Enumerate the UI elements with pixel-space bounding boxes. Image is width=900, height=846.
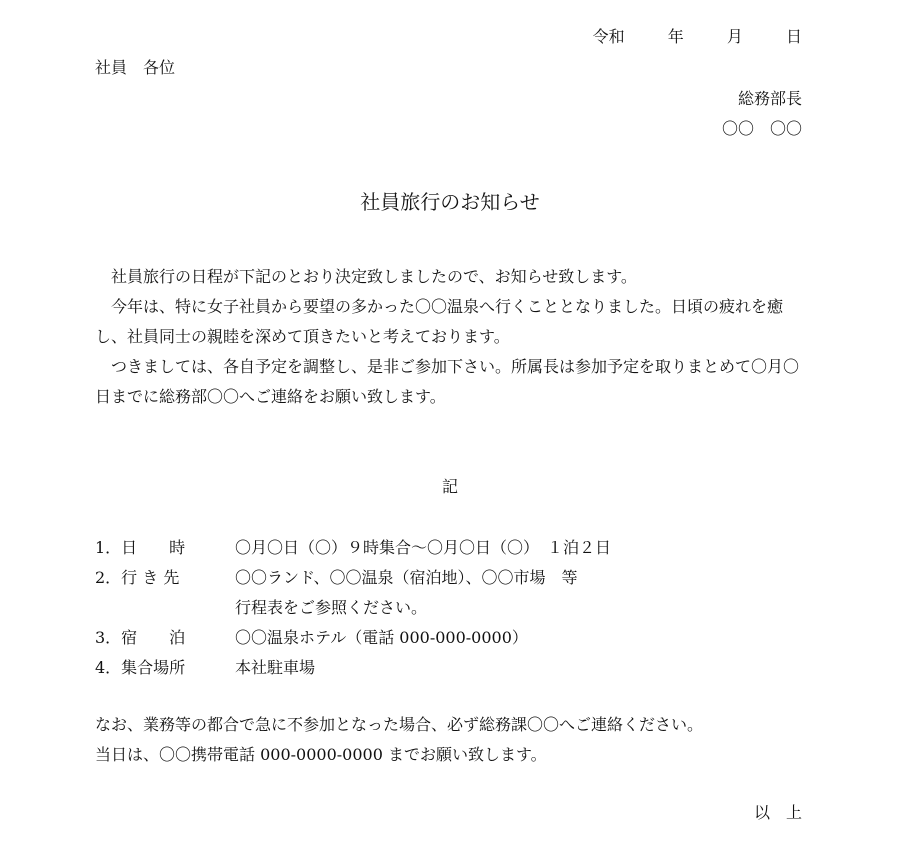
list-item xyxy=(95,563,611,593)
item-label: 2．行 き 先 xyxy=(95,568,180,587)
document-date xyxy=(593,24,802,47)
item-value: 〇〇ランド、〇〇温泉（宿泊地）、〇〇市場 等 xyxy=(235,568,578,587)
item-value: 〇月〇日（〇）９時集合～〇月〇日（〇） １泊２日 xyxy=(235,538,612,557)
item-label: 3．宿 泊 xyxy=(95,628,186,647)
details-list xyxy=(95,533,611,683)
body-paragraph: 今年は、特に女子社員から要望の多かった〇〇温泉へ行くこととなりました。日頃の疲れを癒し、社員同士の親睦を深めて頂きたいと考えております。 xyxy=(95,297,784,346)
list-item xyxy=(95,623,611,653)
note-line: なお、業務等の都合で急に不参加となった場合、必ず総務課〇〇へご連絡ください。 xyxy=(95,715,704,734)
date-month: 月 xyxy=(726,27,743,46)
item-value: 〇〇温泉ホテル（電話 000-000-0000） xyxy=(235,628,528,647)
list-item xyxy=(95,593,611,623)
item-label: 4．集合場所 xyxy=(95,658,186,677)
date-day: 日 xyxy=(785,27,802,46)
closing-mark: 以 上 xyxy=(753,803,802,822)
body-paragraph: つきましては、各自予定を調整し、是非ご参加下さい。所属長は参加予定を取りまとめて〇月〇日までに総務部〇〇へご連絡をお願い致します。 xyxy=(95,357,800,406)
list-item xyxy=(95,653,611,683)
sender-department: 総務部長 xyxy=(737,89,802,108)
list-item xyxy=(95,533,611,563)
date-era: 令和 xyxy=(592,27,625,46)
ki-heading: 記 xyxy=(441,477,458,496)
notes xyxy=(95,710,703,770)
date-year: 年 xyxy=(667,27,684,46)
item-value: 本社駐車場 xyxy=(235,658,316,677)
recipient: 社員 各位 xyxy=(95,58,176,77)
item-label: 1．日 時 xyxy=(95,538,186,557)
document-title: 社員旅行のお知らせ xyxy=(360,190,540,214)
sender-name: 〇〇 〇〇 xyxy=(721,119,802,138)
body-paragraph: 社員旅行の日程が下記のとおり決定致しましたので、お知らせ致します。 xyxy=(95,267,637,286)
body-text xyxy=(95,262,805,412)
item-value: 行程表をご参照ください。 xyxy=(235,598,428,617)
note-line: 当日は、〇〇携帯電話 000-0000-0000 までお願い致します。 xyxy=(95,745,547,764)
item-label xyxy=(95,593,235,623)
